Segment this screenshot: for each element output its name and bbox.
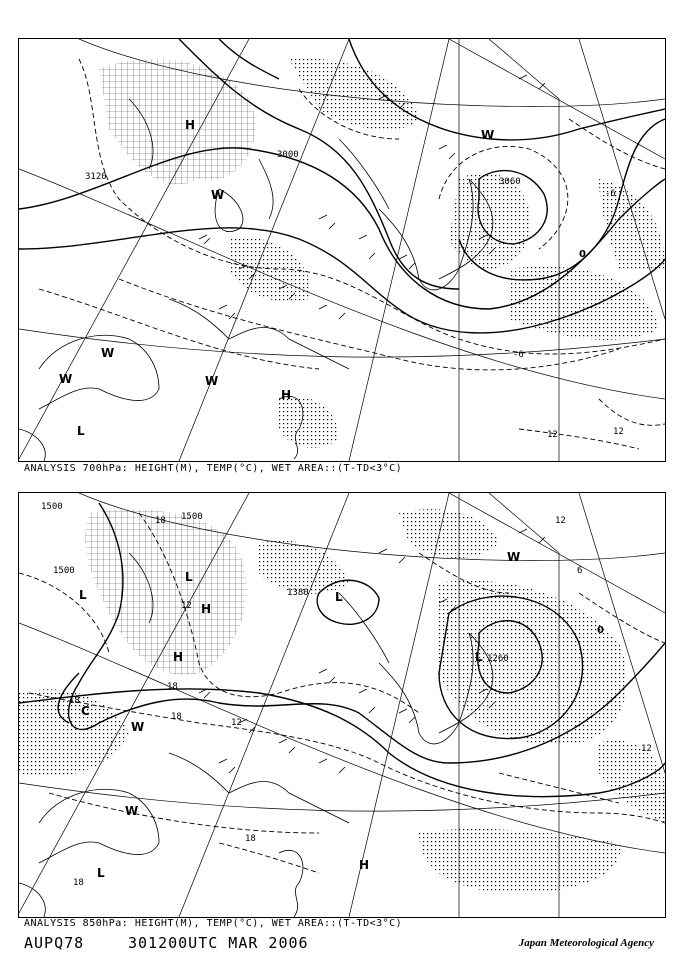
warm-symbol: W bbox=[131, 720, 145, 734]
wet-area bbox=[599, 740, 665, 823]
valid-time: 301200UTC MAR 2006 bbox=[128, 934, 309, 952]
high-symbol: H bbox=[281, 388, 292, 402]
height-label: 1500 bbox=[181, 512, 203, 522]
height-label: 3120 bbox=[85, 172, 107, 182]
temp-label: -6 bbox=[605, 189, 616, 199]
wet-area bbox=[279, 396, 339, 447]
warm-symbol: W bbox=[507, 550, 521, 564]
map-850hpa bbox=[18, 492, 666, 918]
wet-area bbox=[509, 267, 659, 340]
caption-850hpa: ANALYSIS 850hPa: HEIGHT(M), TEMP(°C), WET AREA::(T-TD<3°C) bbox=[24, 918, 403, 929]
temp-label: 18 bbox=[73, 878, 84, 888]
temp-label: 0 bbox=[579, 249, 586, 260]
warm-symbol: W bbox=[101, 346, 115, 360]
warm-symbol: W bbox=[211, 188, 225, 202]
temp-label: 18 bbox=[171, 712, 182, 722]
temp-label: 12 bbox=[613, 427, 624, 437]
map-850hpa-svg bbox=[19, 493, 665, 917]
high-symbol: H bbox=[359, 858, 370, 872]
temp-label: 12 bbox=[547, 430, 558, 440]
temp-label: 12 bbox=[181, 601, 192, 611]
bulletin-code: AUPQ78 bbox=[24, 934, 85, 952]
warm-symbol: W bbox=[205, 374, 219, 388]
wet-area bbox=[399, 509, 499, 558]
temp-label: -6 bbox=[513, 350, 524, 360]
wet-area bbox=[259, 540, 349, 594]
wet-area bbox=[85, 509, 247, 675]
temp-label: 18 bbox=[167, 682, 178, 692]
cold-symbol: C bbox=[81, 704, 90, 718]
map-700hpa bbox=[18, 38, 666, 462]
low-symbol: L bbox=[77, 424, 85, 438]
low-symbol: L bbox=[79, 588, 87, 602]
temp-label: 18 bbox=[155, 516, 166, 526]
map-700hpa-svg bbox=[19, 39, 665, 461]
height-label: 1500 bbox=[53, 566, 75, 576]
low-symbol: L bbox=[185, 570, 193, 584]
temp-label: 12 bbox=[641, 744, 652, 754]
temp-label: 18 bbox=[245, 834, 256, 844]
caption-700hpa: ANALYSIS 700hPa: HEIGHT(M), TEMP(°C), WET AREA::(T-TD<3°C) bbox=[24, 463, 403, 474]
temp-label: 12 bbox=[231, 718, 242, 728]
low-symbol: L bbox=[97, 866, 105, 880]
height-label: 1380 bbox=[287, 588, 309, 598]
low-symbol: L bbox=[475, 650, 483, 664]
wet-area bbox=[99, 59, 255, 184]
agency-credit: Japan Meteorological Agency bbox=[518, 937, 654, 949]
wet-area bbox=[229, 237, 311, 301]
wet-area bbox=[289, 58, 419, 130]
high-symbol: H bbox=[185, 118, 196, 132]
warm-symbol: W bbox=[59, 372, 73, 386]
temp-label: 18 bbox=[69, 696, 80, 706]
temp-label: 0 bbox=[597, 625, 604, 636]
high-symbol: H bbox=[201, 602, 212, 616]
high-symbol: H bbox=[173, 650, 184, 664]
height-label: 1500 bbox=[41, 502, 63, 512]
wet-area bbox=[439, 581, 627, 745]
wet-area bbox=[419, 829, 620, 893]
low-symbol: L bbox=[335, 590, 343, 604]
temp-label: 12 bbox=[555, 516, 566, 526]
warm-symbol: W bbox=[481, 128, 495, 142]
height-label: 3000 bbox=[277, 150, 299, 160]
height-label: 3060 bbox=[499, 177, 521, 187]
warm-symbol: W bbox=[125, 804, 139, 818]
wet-area bbox=[449, 173, 531, 269]
temp-label: 6 bbox=[577, 566, 583, 576]
height-label: 1260 bbox=[487, 654, 509, 664]
